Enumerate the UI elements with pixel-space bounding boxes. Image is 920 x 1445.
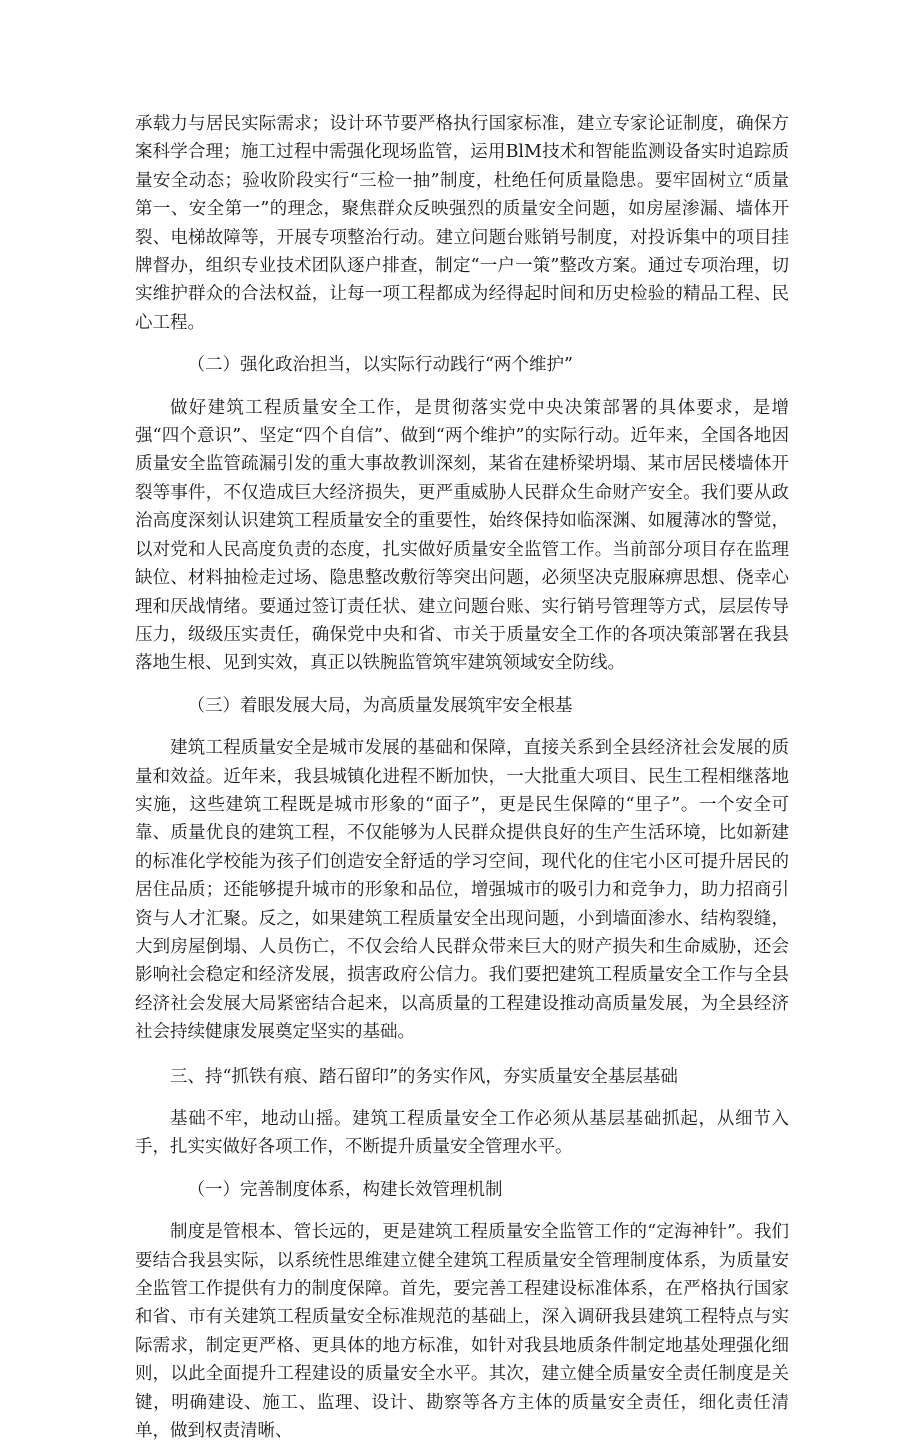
paragraph-foundation: 基础不牢，地动山摇。建筑工程质量安全工作必须从基层基础抓起，从细节入手，扎实实做好各项工作，不断提升质量安全管理水平。 xyxy=(135,1109,789,1158)
paragraph-system: 制度是管根本、管长远的，更是建筑工程质量安全监管工作的“定海神针”。我们要结合我县实际，以系统性思维建立健全建筑工程质量安全管理制度体系，为质量安全监管工作提供有力的制度保障。首先，要完善工程建设标准体系，在严格执行国家和省、市有关建筑工程质量安全标准规范的基础上，深入调研我县建筑工程特点与实际需求，制定更严格、更具体的地方标准，如针对我县地质条件制定地基处理强化细则，以此全面提升工程建设的质量安全水平。其次，建立健全质量安全责任制度是关键，明确建设、施工、监理、设计、勘察等各方主体的质量安全责任，细化责任清单，做到权责清晰、 xyxy=(135,1222,789,1442)
paragraph-development: 建筑工程质量安全是城市发展的基础和保障，直接关系到全县经济社会发展的质量和效益。近年来，我县城镇化进程不断加快，一大批重大项目、民生工程相继落地实施，这些建筑工程既是城市形象的“面子”，更是民生保障的“里子”。一个安全可靠、质量优良的建筑工程，不仅能够为人民群众提供良好的生产生活环境，比如新建的标准化学校能为孩子们创造安全舒适的学习空间，现代化的住宅小区可提升居民的居住品质；还能够提升城市的形象和品位，增强城市的吸引力和竞争力，助力招商引资与人才汇聚。反之，如果建筑工程质量安全出现问题，小到墙面渗水、结构裂缝，大到房屋倒塌、人员伤亡，不仅会给人民群众带来巨大的财产损失和生命威胁，还会影响社会稳定和经济发展，损害政府公信力。我们要把建筑工程质量安全工作与全县经济社会发展大局紧密结合起来，以高质量的工程建设推动高质量发展，为全县经济社会持续健康发展奠定坚实的基础。 xyxy=(135,738,789,1043)
paragraph-continued: 承载力与居民实际需求；设计环节要严格执行国家标准，建立专家论证制度，确保方案科学合理；施工过程中需强化现场监管，运用BlM技术和智能监测设备实时追踪质量安全动态；验收阶段实行“三检一抽”制度，杜绝任何质量隐患。要牢固树立“质量第一、安全第一”的理念，聚焦群众反映强烈的质量安全问题，如房屋渗漏、墙体开裂、电梯故障等，开展专项整治行动。建立问题台账销号制度，对投诉集中的项目挂牌督办，组织专业技术团队逐户排查，制定“一户一策”整改方案。通过专项治理，切实维护群众的合法权益，让每一项工程都成为经得起时间和历史检验的精品工程、民心工程。 xyxy=(135,114,789,333)
section-heading-3: （三）着眼发展大局，为高质量发展筑牢安全根基 xyxy=(187,695,573,716)
chapter-heading-3: 三、持“抓铁有痕、踏石留印”的务实作风，夯实质量安全基层基础 xyxy=(170,1066,678,1087)
section-heading-1: （一）完善制度体系，构建长效管理机制 xyxy=(187,1179,503,1200)
section-heading-2: （二）强化政治担当，以实际行动践行“两个维护” xyxy=(187,355,573,376)
paragraph-political-responsibility: 做好建筑工程质量安全工作，是贯彻落实党中央决策部署的具体要求，是增强“四个意识”、坚定“四个自信”、做到“两个维护”的实际行动。近年来，全国各地因质量安全监管疏漏引发的重大事故教训深刻，某省在建桥梁坍塌、某市居民楼墙体开裂等事件，不仅造成巨大经济损失，更严重威胁人民群众生命财产安全。我们要从政治高度深刻认识建筑工程质量安全的重要性，始终保持如临深渊、如履薄冰的警觉，以对党和人民高度负责的态度，扎实做好质量安全监管工作。当前部分项目存在监理缺位、材料抽检走过场、隐患整改敷衍等突出问题，必须坚决克服麻痹思想、侥幸心理和厌战情绪。要通过签订责任状、建立问题台账、实行销号管理等方式，层层传导压力，级级压实责任，确保党中央和省、市关于质量安全工作的各项决策部署在我县落地生根、见到实效，真正以铁腕监管筑牢建筑领域安全防线。 xyxy=(135,397,789,674)
